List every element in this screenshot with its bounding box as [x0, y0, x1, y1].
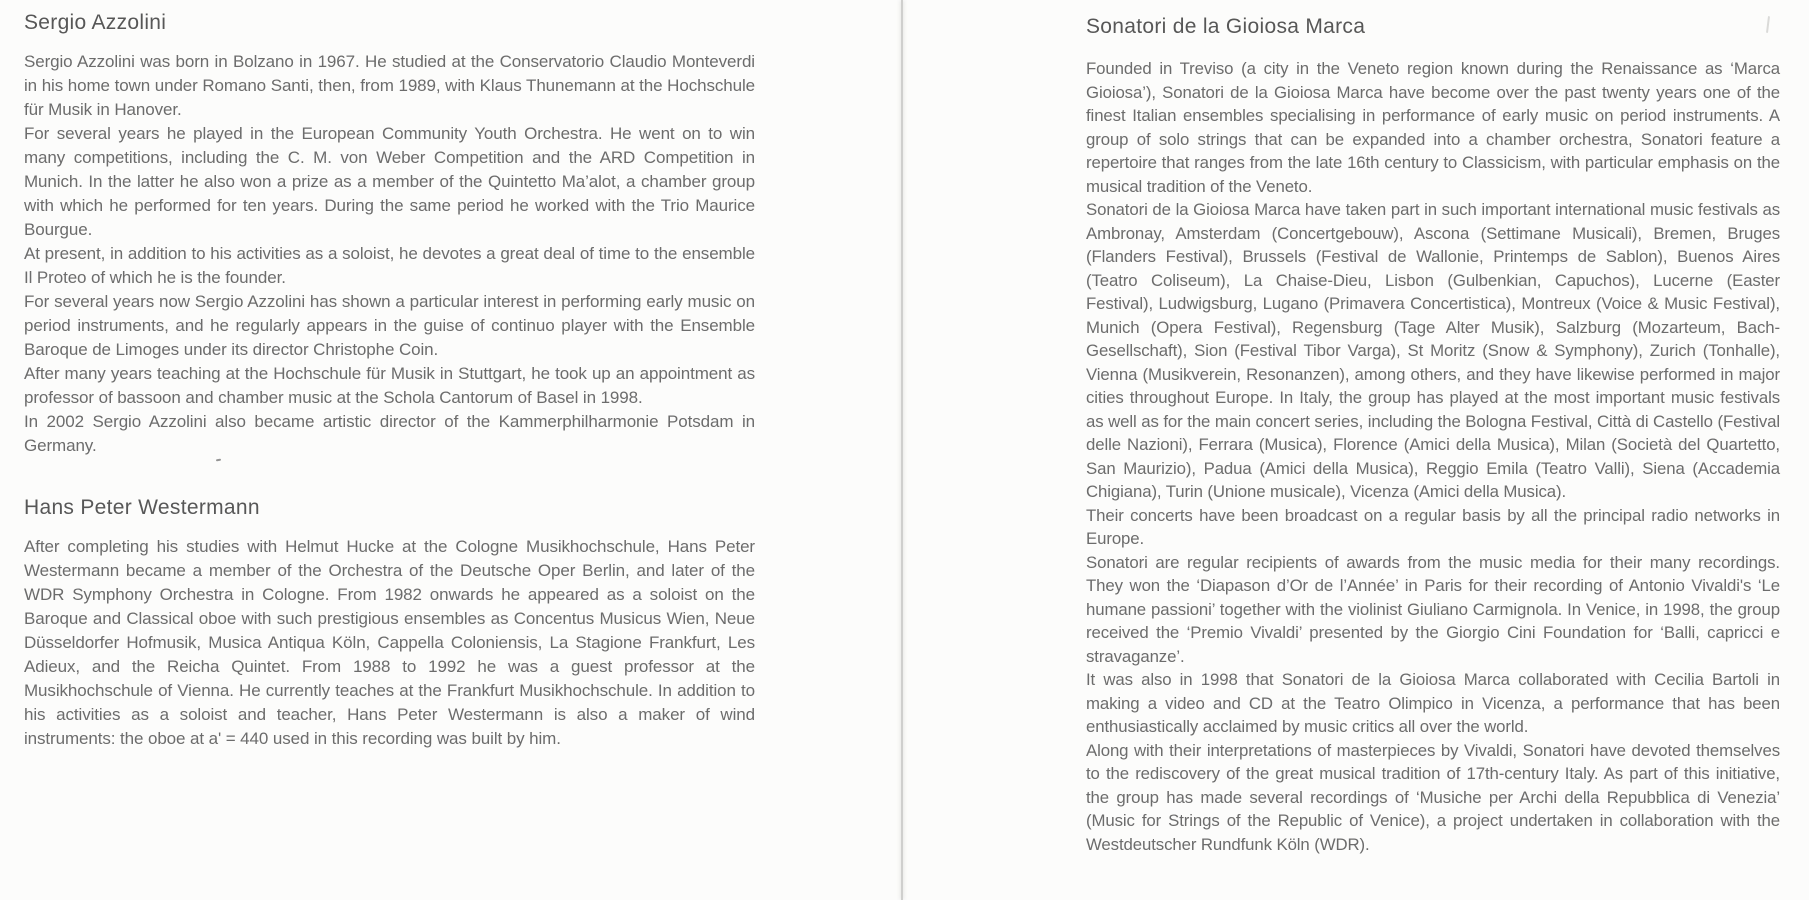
paragraph: For several years he played in the European Community Youth Orchestra. He went on to win many competitions, including the C. M. von Weber Competition and the ARD Competition in Munich. In the latter he also won a prize as a member of the Quintetto Ma’alot, a chamber group with which he performed for ten years. During the same period he worked with the Trio Maurice Bourgue. — [24, 124, 755, 239]
paragraph: At present, in addition to his activities as a soloist, he devotes a great deal of time to the ensemble Il Proteo of which he is the founder. — [24, 244, 755, 287]
section-hans-peter-westermann — [24, 495, 755, 751]
section-heading-sergio-azzolini: Sergio Azzolini — [24, 11, 167, 34]
paragraph: Along with their interpretations of masterpieces by Vivaldi, Sonatori have devoted themselves to the rediscovery of the great musical tradition of 17th-century Italy. As part of this initiative, the group has made several recordings of ‘Musiche per Archi della Repubblica di Venezia’ (Music for Strings of the Republic of Venice), a project undertaken in collaboration with the Westdeutscher Rundfunk Köln (WDR). — [1086, 740, 1780, 854]
paragraph: Sonatori de la Gioiosa Marca have taken part in such important international music festivals as Ambronay, Amsterdam (Concertgebouw), Ascona (Settimane Musicali), Bremen, Bruges (Flanders Festival), Brussels (Festival de Wallonie, Printemps de Sablon), Buenos Aires (Teatro Coliseum), La Chaise-Dieu, Lisbon (Gulbenkian, Capuchos), Lucerne (Easter Festival), Ludwigsburg, Lugano (Primavera Concertistica), Montreux (Voice & Music Festival), Munich (Opera Festival), Regensburg (Tage Alter Musik), Salzburg (Mozarteum, Bach-Gesellschaft), Sion (Festival Tibor Varga), St Moritz (Snow & Symphony), Zurich (Tonhalle), Vienna (Musikverein, Resonanzen), among others, and they have likewise performed in major cities throughout Europe. In Italy, the group has played at the most important music festivals as well as for the main concert series, including the Bologna Festival, Città di Castello (Festival delle Nazioni), Ferrara (Musica), Florence (Amici della Musica), Milan (Società del Quartetto, San Maurizio), Padua (Amici della Musica), Reggio Emila (Teatro Valli), Siena (Accademia Chigiana), Turin (Unione musicale), Vicenza (Amici della Musica). — [1086, 200, 1780, 501]
paragraph: Founded in Treviso (a city in the Veneto region known during the Renaissance as ‘Marca Gioiosa’), Sonatori de la Gioiosa Marca have become over the past twenty years one of the finest Italian ensembles specialising in performance of early music on period instruments. A group of solo strings that can be expanded into a chamber orchestra, Sonatori feature a repertoire that ranges from the late 16th century to Classicism, with particular emphasis on the musical tradition of the Veneto. — [1086, 59, 1780, 196]
paragraph: Sonatori are regular recipients of awards from the music media for their many recordings. They won the ‘Diapason d’Or de l’Année’ in Paris for their recording of Antonio Vivaldi's ‘Le humane passioni’ together with the violinist Giuliano Carmignola. In Venice, in 1998, the group received the ‘Premio Vivaldi’ presented by the Giorgio Cini Foundation for ‘Balli, capricci e stravaganze’. — [1086, 552, 1780, 666]
section-heading-sonatori: Sonatori de la Gioiosa Marca — [1086, 15, 1366, 38]
section-sergio-azzolini — [24, 10, 755, 458]
section-sonatori-de-la-gioiosa-marca — [1086, 14, 1780, 856]
paragraph: Their concerts have been broadcast on a regular basis by all the principal radio networks in Europe. — [1086, 505, 1780, 548]
paragraph: For several years now Sergio Azzolini has shown a particular interest in performing early music on period instruments, and he regularly appears in the guise of continuo player with the Ensemble Baroque de Limoges under its director Christophe Coin. — [24, 292, 755, 359]
scan-speck — [216, 459, 221, 462]
paragraph: After completing his studies with Helmut Hucke at the Cologne Musikhochschule, Hans Peter Westermann became a member of the Orchestra of the Deutsche Oper Berlin, and later of the WDR Symphony Orchestra in Cologne. From 1982 onwards he appeared as a soloist on the Baroque and Classical oboe with such prestigious ensembles as Concentus Musicus Wien, Neue Düsseldorfer Hofmusik, Musica Antiqua Köln, Cappella Coloniensis, La Stagione Frankfurt, Les Adieux, and the Reicha Quintet. From 1988 to 1992 he was a guest professor at the Musikhochschule of Vienna. He currently teaches at the Frankfurt Musikhochschule. In addition to his activities as a soloist and teacher, Hans Peter Westermann is also a maker of wind instruments: the oboe at a' = 440 used in this recording was built by him. — [24, 537, 755, 748]
section-body — [24, 50, 755, 458]
paragraph: Sergio Azzolini was born in Bolzano in 1967. He studied at the Conservatorio Claudio Monteverdi in his home town under Romano Santi, then, from 1989, with Klaus Thunemann at the Hochschule für Musik in Hanover. — [24, 52, 755, 119]
paragraph: It was also in 1998 that Sonatori de la Gioiosa Marca collaborated with Cecilia Bartoli in making a video and CD at the Teatro Olimpico in Vicenza, a performance that has been enthusiastically acclaimed by music critics all over the world. — [1086, 670, 1780, 736]
section-body — [1086, 57, 1780, 856]
paragraph: After many years teaching at the Hochschule für Musik in Stuttgart, he took up an appointment as professor of bassoon and chamber music at the Schola Cantorum of Basel in 1998. — [24, 364, 755, 407]
paragraph: In 2002 Sergio Azzolini also became artistic director of the Kammerphilharmonie Potsdam in Germany. — [24, 412, 755, 455]
section-body — [24, 535, 755, 751]
section-heading-hans-peter-westermann: Hans Peter Westermann — [24, 496, 260, 519]
page-fold-line — [901, 0, 903, 900]
